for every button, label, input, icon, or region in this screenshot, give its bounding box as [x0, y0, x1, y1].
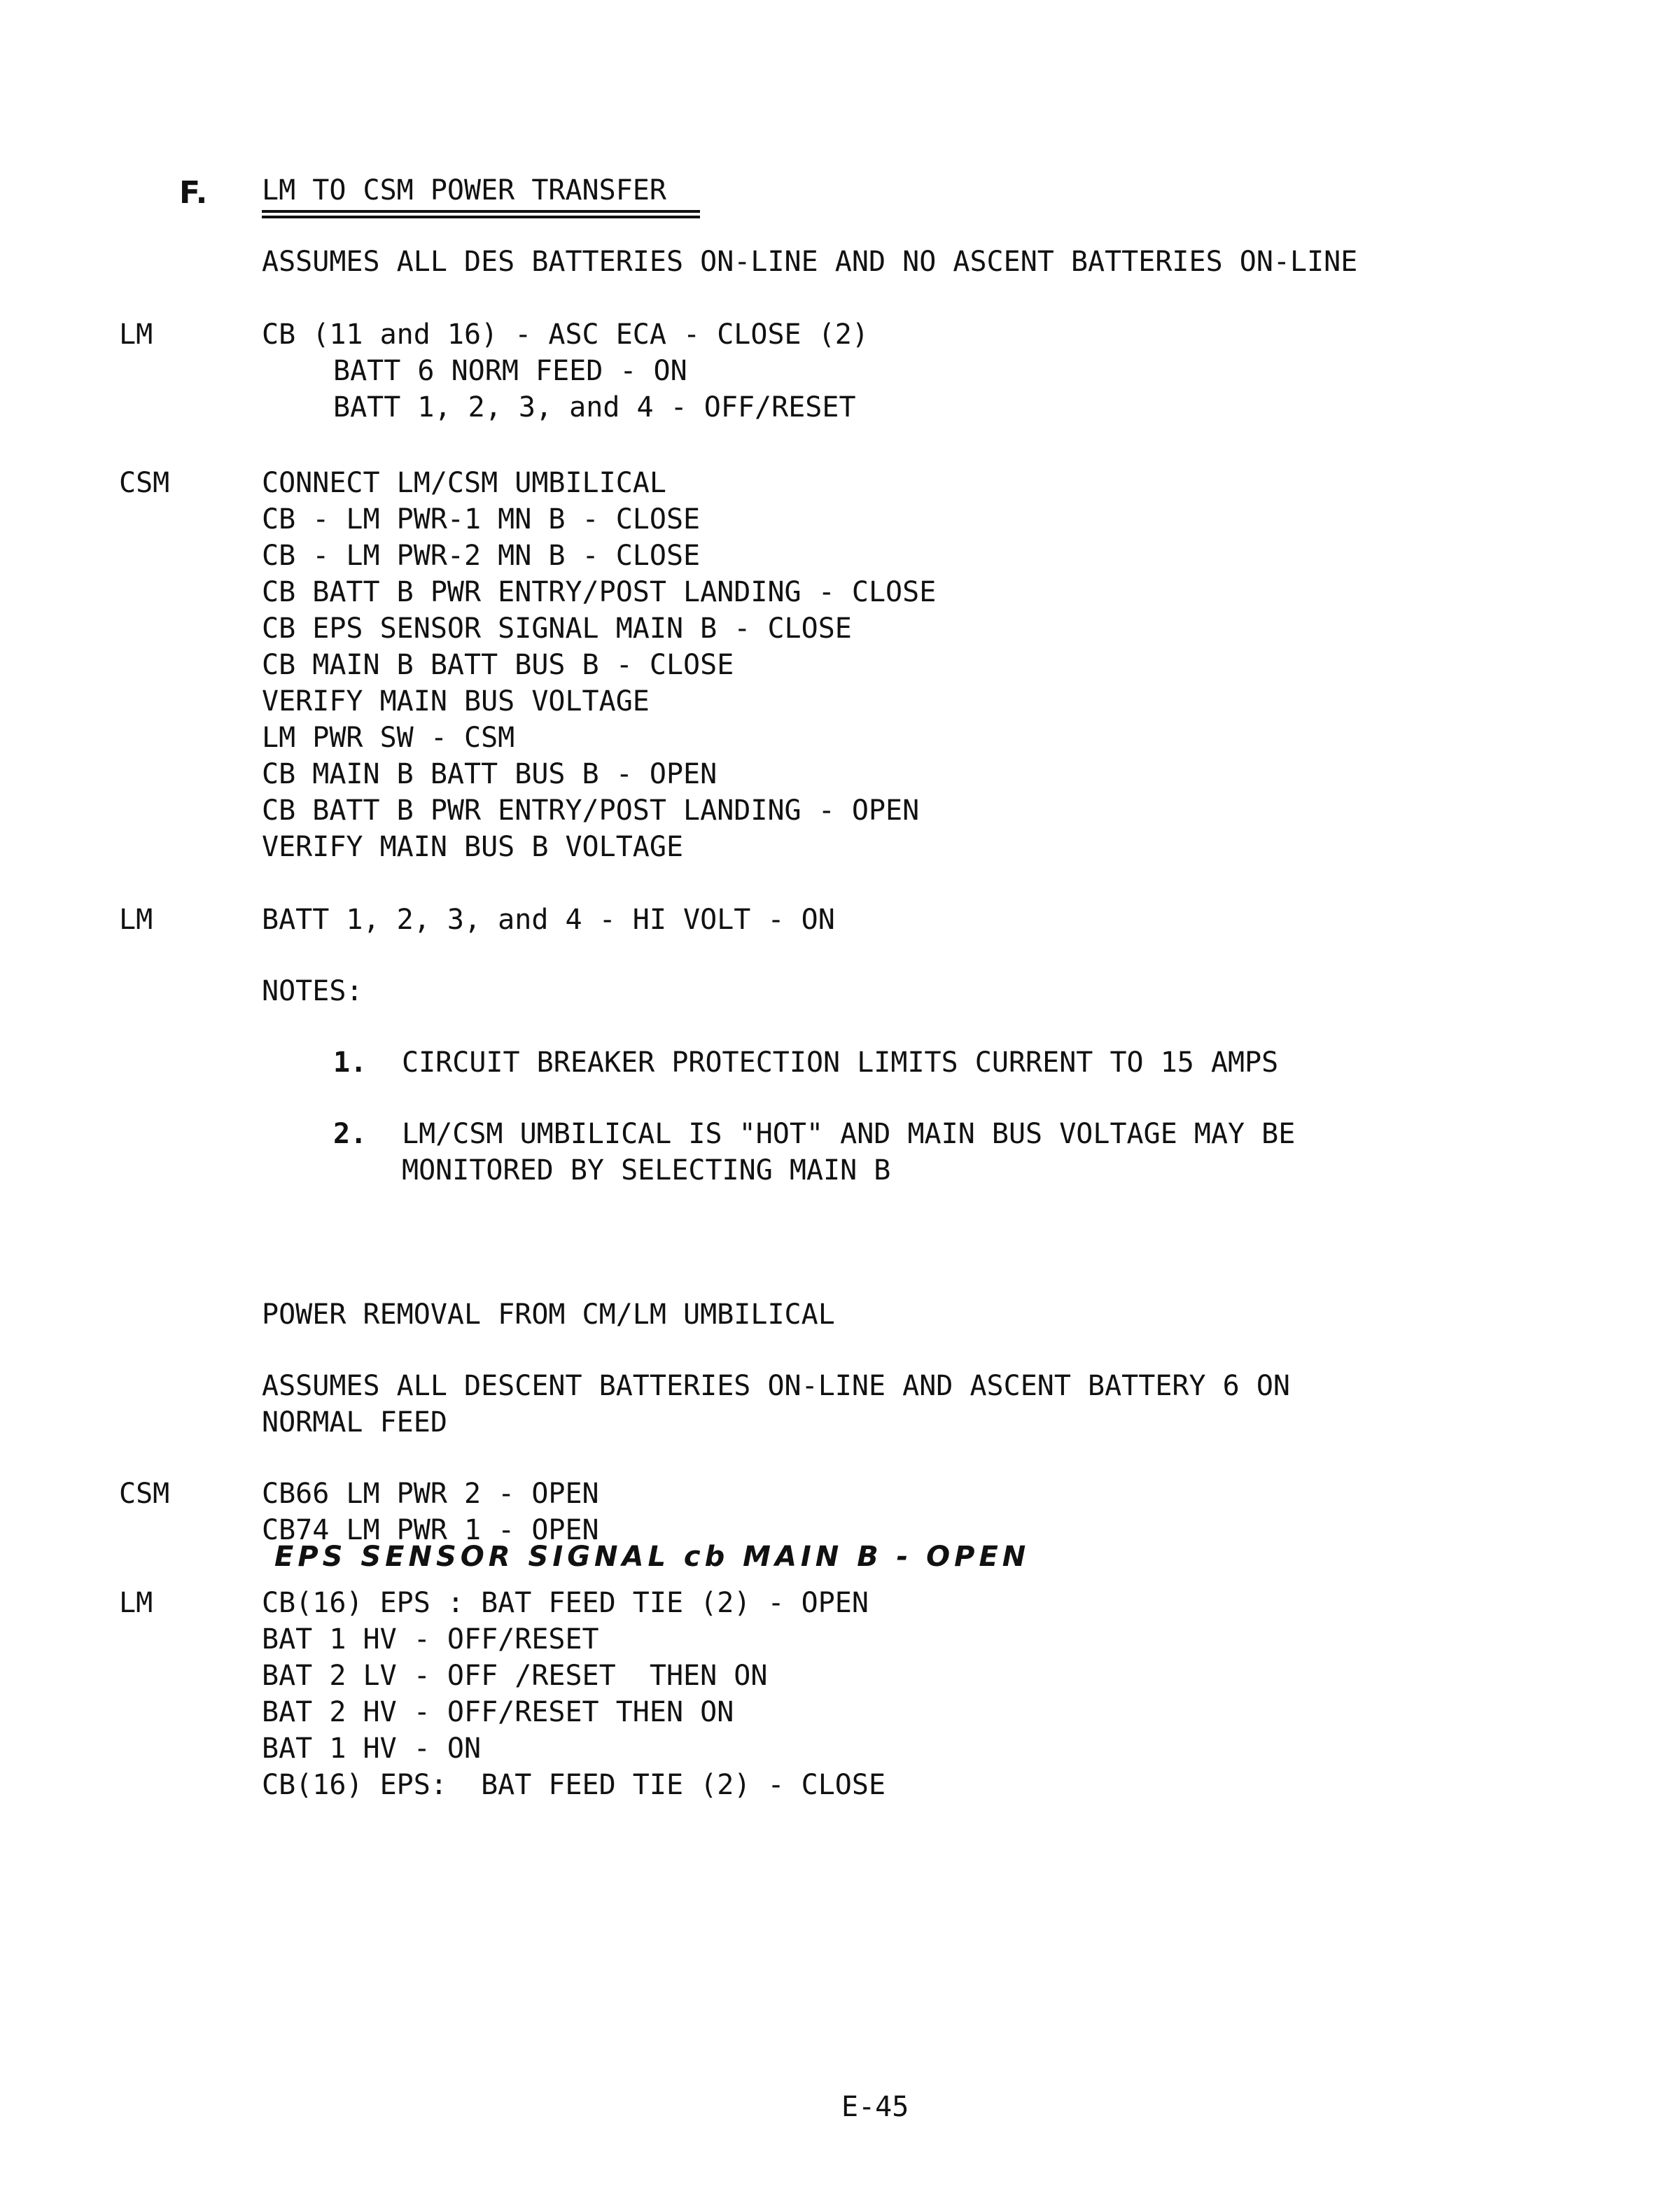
note-text: CIRCUIT BREAKER PROTECTION LIMITS CURRENT TO 15 AMPS [402, 1046, 1279, 1079]
procedure-step: BATT 6 NORM FEED - ON [333, 355, 687, 387]
procedure-step: CB74 LM PWR 1 - OPEN [262, 1514, 599, 1546]
procedure-step: BATT 1, 2, 3, and 4 - OFF/RESET [333, 391, 856, 424]
procedure-step: BAT 1 HV - ON [262, 1732, 482, 1765]
procedure-step: CB MAIN B BATT BUS B - OPEN [262, 758, 718, 790]
procedure-step: CB66 LM PWR 2 - OPEN [262, 1478, 599, 1510]
procedure-step: VERIFY MAIN BUS B VOLTAGE [262, 831, 684, 863]
procedure-step: CB BATT B PWR ENTRY/POST LANDING - OPEN [262, 794, 920, 827]
notes-heading: NOTES: [262, 975, 363, 1007]
section-title-block [262, 172, 666, 209]
note-text: LM/CSM UMBILICAL IS "HOT" AND MAIN BUS VOLTAGE MAY BE [402, 1118, 1296, 1150]
role-label-lm: LM [119, 904, 153, 936]
title-underline-double [262, 216, 700, 218]
procedure-step: CB BATT B PWR ENTRY/POST LANDING - CLOSE [262, 576, 937, 608]
removal-heading: POWER REMOVAL FROM CM/LM UMBILICAL [262, 1298, 835, 1331]
note-number: 1. [333, 1046, 368, 1079]
procedure-step: BAT 2 LV - OFF /RESET THEN ON [262, 1660, 768, 1692]
procedure-step: VERIFY MAIN BUS VOLTAGE [262, 685, 650, 718]
procedure-step: CB(16) EPS : BAT FEED TIE (2) - OPEN [262, 1587, 869, 1619]
transfer-assumption: ASSUMES ALL DES BATTERIES ON-LINE AND NO ASCENT BATTERIES ON-LINE [262, 246, 1358, 278]
procedure-step: BATT 1, 2, 3, and 4 - HI VOLT - ON [262, 904, 835, 936]
page-number: E-45 [841, 2091, 909, 2123]
procedure-step: CB EPS SENSOR SIGNAL MAIN B - CLOSE [262, 612, 852, 645]
note-text: MONITORED BY SELECTING MAIN B [402, 1154, 891, 1186]
procedure-step: BAT 1 HV - OFF/RESET [262, 1623, 599, 1656]
procedure-step: CB MAIN B BATT BUS B - CLOSE [262, 649, 734, 681]
procedure-step: CB (11 and 16) - ASC ECA - CLOSE (2) [262, 318, 869, 351]
removal-assumption: NORMAL FEED [262, 1406, 447, 1438]
procedure-step: LM PWR SW - CSM [262, 722, 515, 754]
procedure-step: BAT 2 HV - OFF/RESET THEN ON [262, 1696, 734, 1728]
role-label-lm: LM [119, 318, 153, 351]
section-letter: F. [179, 175, 208, 211]
role-label-csm: CSM [119, 467, 170, 499]
procedure-step: CONNECT LM/CSM UMBILICAL [262, 467, 666, 499]
handwritten-annotation: EPS SENSOR SIGNAL cb MAIN B - OPEN [274, 1541, 1030, 1573]
procedure-step: CB(16) EPS: BAT FEED TIE (2) - CLOSE [262, 1769, 886, 1801]
procedure-step: CB - LM PWR-2 MN B - CLOSE [262, 540, 701, 572]
role-label-lm: LM [119, 1587, 153, 1619]
removal-assumption: ASSUMES ALL DESCENT BATTERIES ON-LINE AND ASCENT BATTERY 6 ON [262, 1370, 1291, 1402]
title-underline [262, 210, 700, 213]
role-label-csm: CSM [119, 1478, 170, 1510]
procedure-step: CB - LM PWR-1 MN B - CLOSE [262, 503, 701, 536]
section-title: LM TO CSM POWER TRANSFER [262, 174, 666, 206]
note-number: 2. [333, 1118, 368, 1150]
